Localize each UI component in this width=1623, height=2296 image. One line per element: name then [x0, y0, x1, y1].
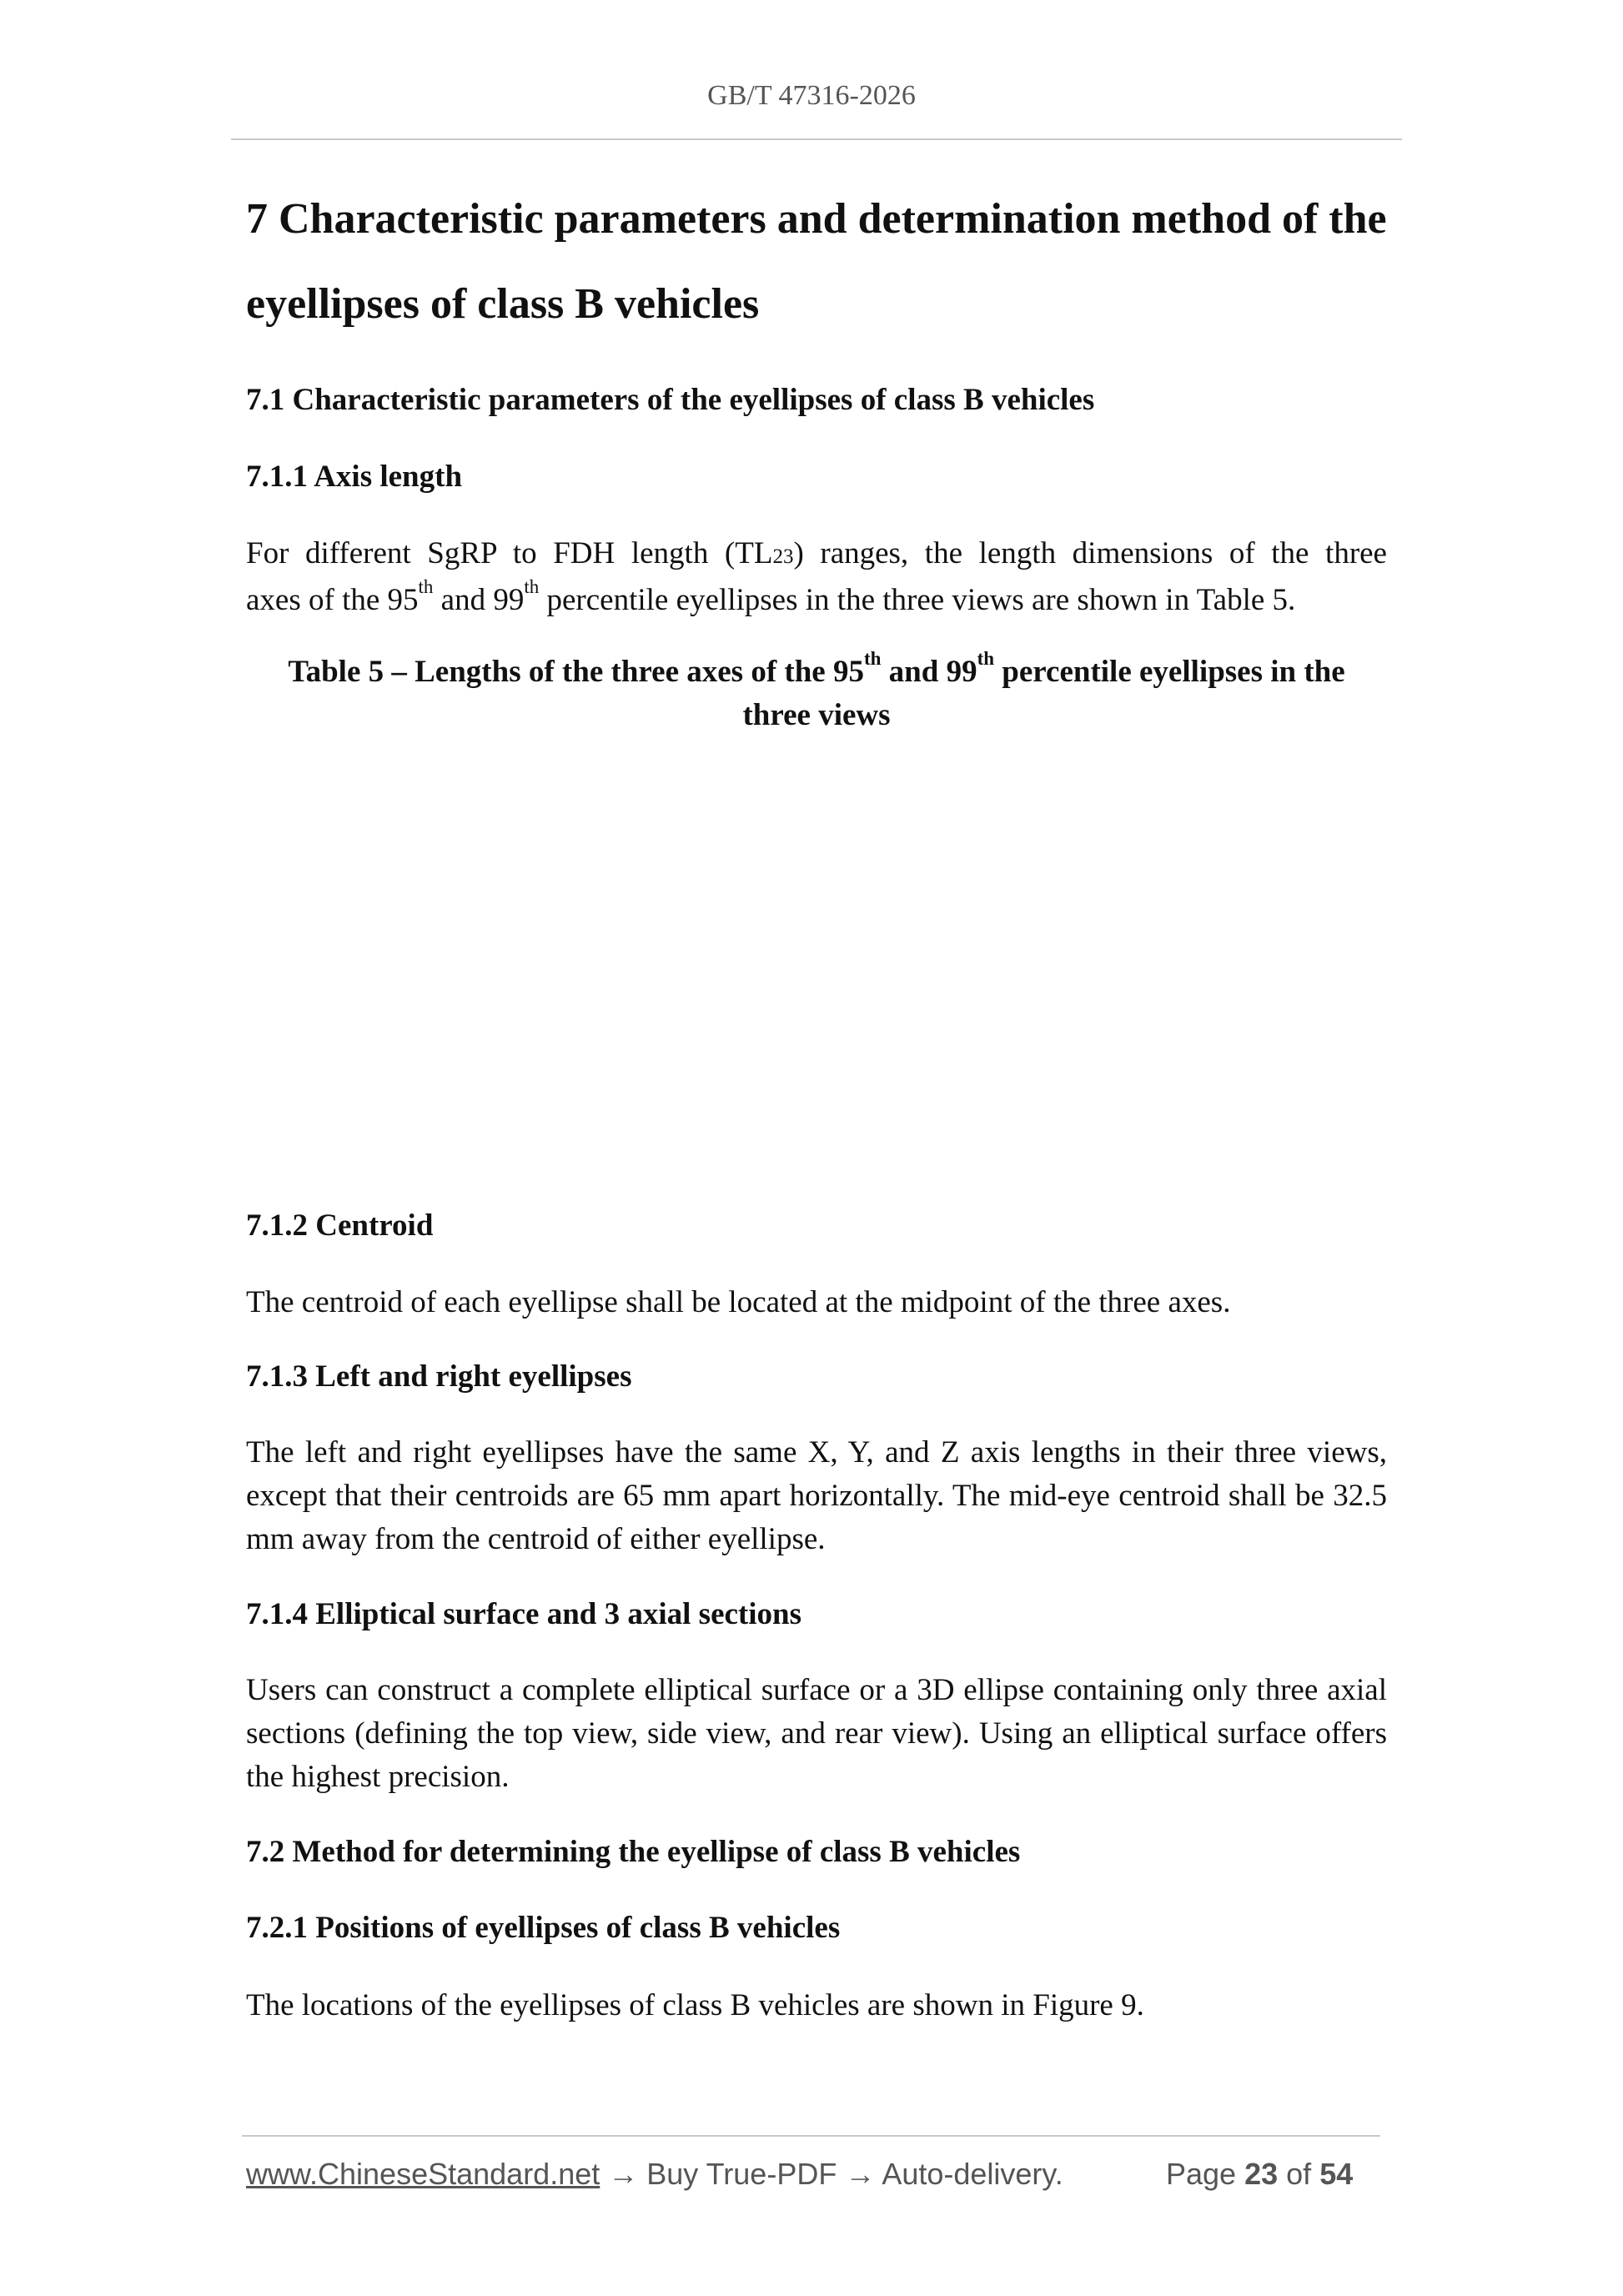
paragraph-7-1-3: The left and right eyellipses have the same X, Y, and Z axis lengths in their three views, except that their centroids are 65 mm apart horizontally. The mid-eye centroid shall be 32.5 mm away from the centroid of either eyellipse. — [246, 1435, 1387, 1556]
subscript: 23 — [772, 545, 794, 568]
text-run: Table 5 – Lengths of the three axes of the 95 — [288, 655, 864, 689]
text-run: For different SgRP to FDH length (TL — [246, 536, 773, 570]
heading-7-2: 7.2 Method for determining the eyellipse of class B vehicles — [246, 1835, 1021, 1869]
text-run: percentile eyellipses in the — [994, 655, 1345, 689]
text-run: percentile eyellipses in the three views are shown in Table 5. — [539, 583, 1296, 617]
paragraph-7-1-4: Users can construct a complete elliptical surface or a 3D ellipse containing only three axial sections (defining the top view, side view, and rear view). Using an elliptical surface offers the highest precision. — [246, 1673, 1387, 1794]
section-7-title-line1: 7 Characteristic parameters and determination method of the — [246, 195, 1387, 243]
superscript: th — [977, 648, 995, 669]
heading-7-1-2: 7.1.2 Centroid — [246, 1208, 434, 1243]
superscript: th — [863, 648, 882, 669]
footer-promo — [246, 2157, 1063, 2192]
paragraph-7-1-1-line2 — [246, 576, 1387, 622]
footer-divider — [242, 2135, 1380, 2137]
section-7-title — [246, 177, 1387, 347]
page-number: 23 — [1244, 2157, 1279, 2191]
heading-7-1: 7.1 Characteristic parameters of the eyellipses of class B vehicles — [246, 383, 1095, 417]
text-run: axes of the 95 — [246, 583, 419, 617]
heading-7-1-4: 7.1.4 Elliptical surface and 3 axial sections — [246, 1597, 801, 1631]
footer-page-indicator — [1166, 2157, 1353, 2192]
section-7-title-line2: eyellipses of class B vehicles — [246, 280, 760, 328]
text-run: and 99 — [433, 583, 525, 617]
paragraph-7-2-1: The locations of the eyellipses of class B vehicles are shown in Figure 9. — [246, 1988, 1144, 2022]
table-5-placeholder — [246, 751, 1387, 1184]
paragraph-7-1-1-line1 — [246, 532, 1387, 579]
heading-7-1-3: 7.1.3 Left and right eyellipses — [246, 1359, 632, 1394]
page-total: 54 — [1319, 2157, 1354, 2191]
table-5-caption-line1 — [246, 648, 1387, 694]
heading-7-2-1: 7.2.1 Positions of eyellipses of class B vehicles — [246, 1911, 841, 1945]
running-header: GB/T 47316-2026 — [707, 80, 916, 111]
text-run: and 99 — [881, 655, 977, 689]
table-5-caption-line2: three views — [742, 698, 891, 732]
header-divider — [231, 138, 1402, 140]
page-word: Page — [1166, 2157, 1237, 2191]
paragraph-7-1-2: The centroid of each eyellipse shall be located at the midpoint of the three axes. — [246, 1285, 1231, 1319]
text-run: ) ranges, the length dimensions of the three — [793, 536, 1387, 570]
superscript: th — [418, 576, 434, 597]
footer-promo-text: → Buy True-PDF → Auto-delivery. — [600, 2157, 1063, 2191]
paragraph-7-1-1 — [246, 532, 1387, 622]
footer-website-link[interactable]: www.ChineseStandard.net — [246, 2157, 600, 2191]
of-word: of — [1286, 2157, 1312, 2191]
table-5-caption — [246, 648, 1387, 737]
heading-7-1-1: 7.1.1 Axis length — [246, 460, 463, 494]
superscript: th — [524, 576, 540, 597]
